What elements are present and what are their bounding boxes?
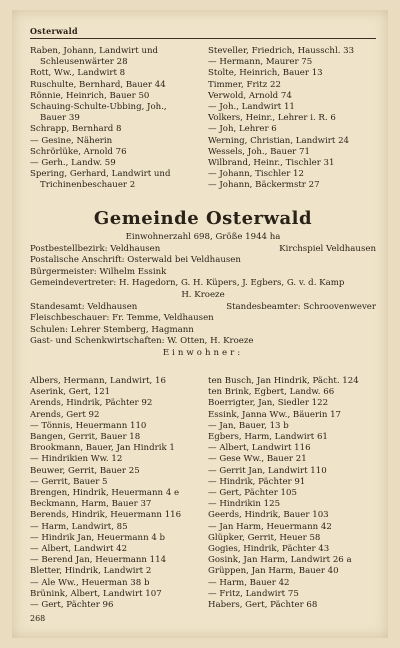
list-item: Glüpker, Gerrit, Heuer 58: [208, 532, 321, 543]
list-item: — Jan Harm, Heuermann 42: [208, 521, 332, 532]
page-header: Osterwald: [30, 26, 376, 39]
list-item: Arends, Gert 92: [30, 409, 100, 420]
residents-right-column: [208, 376, 378, 611]
list-item: Schauing-Schulte-Ubbing, Joh.,: [30, 102, 167, 113]
list-item: Rott, Ww., Landwirt 8: [30, 68, 126, 79]
list-item: — Hindrikin 125: [208, 499, 281, 510]
list-item: Wilbrand, Heinr., Tischler 31: [208, 158, 335, 169]
list-item: Raben, Johann, Landwirt und: [30, 46, 159, 56]
list-item: — Hindrik Jan, Heuermann 4 b: [30, 532, 166, 543]
list-item: Volkers, Heinr., Lehrer i. R. 6: [208, 113, 336, 124]
list-item: Timmer, Fritz 22: [208, 79, 281, 90]
list-item: Arends, Hindrik, Pächter 92: [30, 398, 153, 409]
list-item: — Hermann, Maurer 75: [208, 57, 313, 68]
list-item: — Joh., Landwirt 11: [208, 102, 295, 113]
list-item: — Johann, Tischler 12: [208, 169, 304, 180]
council-line-1: Gemeindevertreter: H. Hagedorn, G. H. Küpers, J. Egbers, G. v. d. Kamp: [30, 278, 345, 289]
list-item: Albers, Hermann, Landwirt, 16: [30, 376, 166, 386]
list-item: — Tönnis, Heuermann 110: [30, 420, 147, 431]
municipality-info: [30, 232, 376, 360]
list-item: Boerrigter, Jan, Siedler 122: [208, 398, 329, 409]
top-left-column: [30, 46, 200, 192]
list-item: ten Brink, Egbert, Landw. 66: [208, 387, 335, 398]
list-item: Schrörlüke, Arnold 76: [30, 146, 127, 157]
list-item: — Hindrik, Pächter 91: [208, 476, 306, 487]
list-item: Gosink, Jan Harm, Landwirt 26 a: [208, 555, 352, 566]
list-item: Spering, Gerhard, Landwirt und: [30, 169, 171, 180]
schools: Schulen: Lehrer Stemberg, Hagmann: [30, 324, 194, 335]
list-item: Steveller, Friedrich, Hausschl. 33: [208, 46, 355, 56]
list-item: — Albert, Landwirt 116: [208, 443, 311, 454]
list-item: Schleusenwärter 28: [40, 57, 128, 68]
list-item: Gogies, Hindrik, Pächter 43: [208, 544, 330, 555]
registry-row: [30, 302, 376, 314]
list-item: — Harm, Landwirt, 85: [30, 521, 128, 532]
list-item: — Harm, Bauer 42: [208, 577, 290, 588]
meat-inspector: Fleischbeschauer: Fr. Temme, Veldhausen: [30, 313, 214, 324]
list-item: — Gerrit, Bauer 5: [30, 476, 108, 487]
list-item: Ruschulte, Bernhard, Bauer 44: [30, 79, 166, 90]
list-item: Beckmann, Harm, Bauer 37: [30, 499, 152, 510]
list-item: ten Busch, Jan Hindrik, Pächt. 124: [208, 376, 359, 386]
list-item: Brengen, Hindrik, Heuermann 4 e: [30, 488, 180, 499]
list-item: — Gese Ww., Bauer 21: [208, 454, 307, 465]
list-item: Bangen, Gerrit, Bauer 18: [30, 432, 141, 443]
list-item: — Gesine, Näherin: [30, 135, 113, 146]
registrar: Standesbeamter: Schroovenwever: [226, 301, 376, 312]
list-item: — Johann, Bäckermstr 27: [208, 180, 320, 191]
list-item: — Gert, Pächter 105: [208, 488, 297, 499]
mayor: Bürgermeister: Wilhelm Essink: [30, 266, 167, 277]
list-item: — Gert, Pächter 96: [30, 600, 114, 611]
inns: Gast- und Schenkwirtschaften: W. Otten, H. Kroeze: [30, 336, 254, 347]
list-item: Habers, Gert, Pächter 68: [208, 600, 318, 611]
list-item: Egbers, Harm, Landwirt 61: [208, 432, 328, 443]
registry-office: Standesamt: Veldhausen: [30, 301, 138, 312]
list-item: — Fritz, Landwirt 75: [208, 588, 299, 599]
post-address: Postalische Anschrift: Osterwald bei Veldhausen: [30, 255, 241, 266]
list-item: Rönnie, Heinrich, Bauer 50: [30, 90, 150, 101]
list-item: — Jan, Bauer, 13 b: [208, 420, 289, 431]
list-item: — Albert, Landwirt 42: [30, 544, 128, 555]
list-item: Stolte, Heinrich, Bauer 13: [208, 68, 323, 79]
list-item: Verwold, Arnold 74: [208, 90, 292, 101]
list-item: Bletter, Hindrik, Landwirt 2: [30, 566, 152, 577]
post-district-row: [30, 244, 376, 256]
residents-left-column: [30, 376, 200, 611]
post-district: Postbestellbezirk: Veldhausen: [30, 243, 161, 254]
council-line-2: H. Kroeze: [181, 289, 225, 300]
top-right-column: [208, 46, 378, 192]
list-item: — Ale Ww., Heuerman 38 b: [30, 577, 150, 588]
list-item: — Joh, Lehrer 6: [208, 124, 277, 135]
census-line: Einwohnerzahl 698, Größe 1944 ha: [125, 232, 281, 242]
list-item: Schrapp, Bernhard 8: [30, 124, 122, 135]
list-item: — Gerh., Landw. 59: [30, 158, 116, 169]
parish: Kirchspiel Veldhausen: [279, 243, 376, 254]
list-item: — Hindrikien Ww. 12: [30, 454, 123, 465]
list-item: — Gerrit Jan, Landwirt 110: [208, 465, 327, 476]
list-item: Brünink, Albert, Landwirt 107: [30, 588, 162, 599]
list-item: Aserink, Gert, 121: [30, 387, 111, 398]
page-number: 268: [30, 614, 46, 623]
list-item: Brookmann, Bauer, Jan Hindrik 1: [30, 443, 175, 454]
list-item: Beuwer, Gerrit, Bauer 25: [30, 465, 140, 476]
section-title: Gemeinde Osterwald: [93, 208, 313, 229]
list-item: Berends, Hindrik, Heuermann 116: [30, 510, 182, 521]
list-item: Trichinenbeschauer 2: [40, 180, 136, 191]
list-item: — Berend Jan, Heuermann 114: [30, 555, 167, 566]
residents-heading: Einwohner:: [162, 347, 244, 358]
list-item: Werning, Christian, Landwirt 24: [208, 135, 350, 146]
directory-page: [12, 10, 388, 638]
list-item: Geerds, Hindrik, Bauer 103: [208, 510, 329, 521]
list-item: Essink, Janna Ww., Bäuerin 17: [208, 409, 342, 420]
list-item: Bauer 39: [40, 113, 80, 124]
list-item: Wessels, Joh., Bauer 71: [208, 146, 310, 157]
list-item: Grüppen, Jan Harm, Bauer 40: [208, 566, 339, 577]
